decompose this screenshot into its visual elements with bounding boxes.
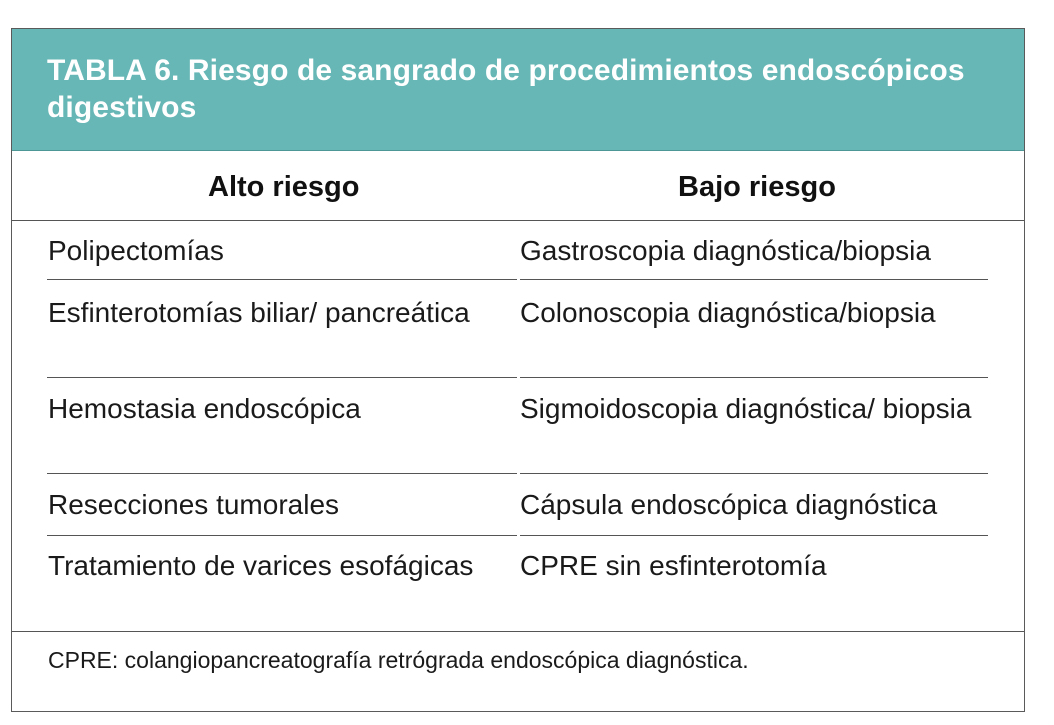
row-divider-left bbox=[47, 535, 517, 536]
cell-low-risk-2: Colonoscopia diagnóstica/biopsia bbox=[520, 297, 936, 328]
row-divider-right bbox=[520, 377, 988, 378]
row-divider-right bbox=[520, 535, 988, 536]
row-divider-right bbox=[520, 279, 988, 280]
cell-high-risk-5: Tratamiento de varices esofágicas bbox=[48, 550, 474, 581]
table-footnote: CPRE: colangiopancreatografía retrógrada endoscópica diagnóstica. bbox=[48, 647, 749, 673]
row-divider-right bbox=[520, 473, 988, 474]
cell-high-risk-3: Hemostasia endoscópica bbox=[48, 393, 361, 424]
cell-high-risk-2: Esfinterotomías biliar/ pancreática bbox=[48, 297, 470, 328]
table-frame bbox=[11, 28, 1025, 712]
row-divider-left bbox=[47, 377, 517, 378]
cell-high-risk-1: Polipectomías bbox=[48, 235, 224, 266]
table-header bbox=[12, 29, 1024, 151]
cell-high-risk-4: Resecciones tumorales bbox=[48, 489, 340, 520]
cell-low-risk-3: Sigmoidoscopia diagnóstica/ biopsia bbox=[520, 393, 972, 424]
row-divider-left bbox=[47, 473, 517, 474]
row-divider-left bbox=[47, 279, 517, 280]
column-header-low-risk: Bajo riesgo bbox=[678, 171, 836, 203]
cell-low-risk-1: Gastroscopia diagnóstica/biopsia bbox=[520, 235, 931, 266]
header-divider bbox=[12, 220, 1024, 221]
column-header-high-risk: Alto riesgo bbox=[208, 171, 360, 203]
table-title: TABLA 6. Riesgo de sangrado de procedimientos endoscópicos digestivos bbox=[47, 54, 965, 124]
cell-low-risk-4: Cápsula endoscópica diagnóstica bbox=[520, 489, 938, 520]
footnote-divider bbox=[12, 631, 1024, 632]
cell-low-risk-5: CPRE sin esfinterotomía bbox=[520, 550, 827, 581]
